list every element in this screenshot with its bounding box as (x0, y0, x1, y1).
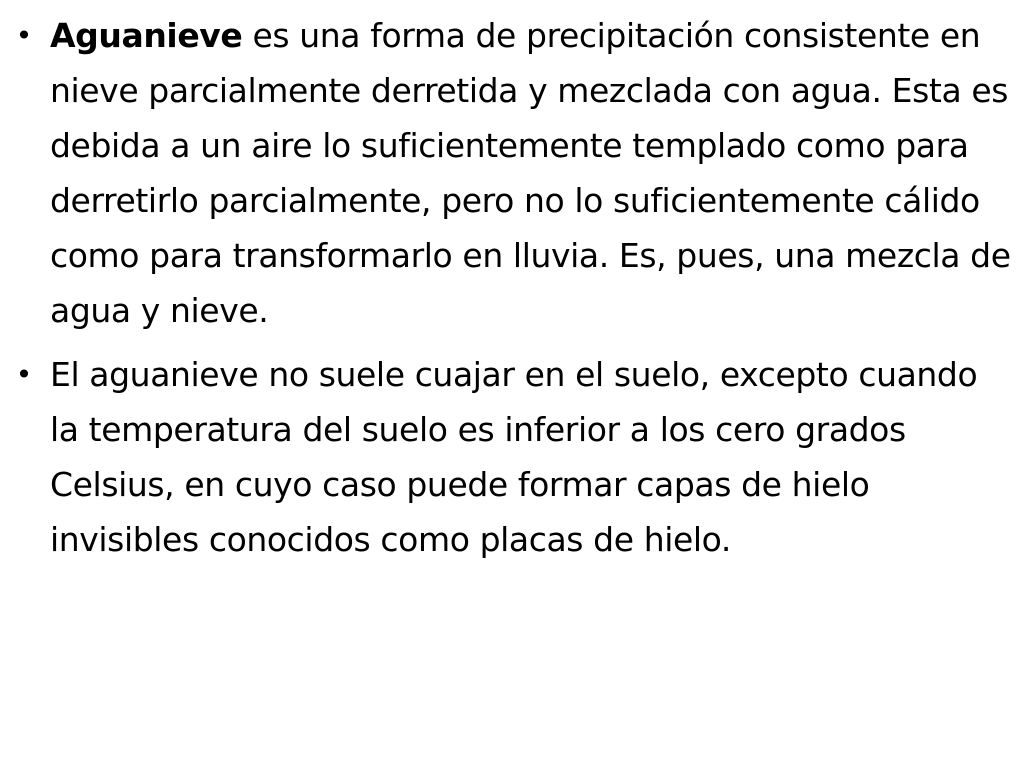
bold-term-aguanieve: Aguanieve (50, 16, 243, 55)
bullet-marker: • (15, 19, 33, 52)
bullet-marker: • (15, 358, 33, 391)
bullet-text (50, 8, 1012, 338)
bullet-item-aguanieve-ground (12, 347, 1012, 567)
bullet-item-aguanieve-definition (12, 8, 1012, 338)
bullet-text: El aguanieve no suele cuajar en el suelo, excepto cuando la temperatura del suelo es inferior a los cero grados Celsius, en cuyo caso puede formar capas de hielo invisibles conocidos como placas de hielo. (50, 355, 978, 559)
bullet-body-text: es una forma de precipitación consistente en nieve parcialmente derretida y mezclada con agua. Esta es debida a un aire lo suficientemente templado como para derretirlo parcialmente, pero no lo suficientemente cálido como para transformarlo en lluvia. Es, pues, una mezcla de agua y nieve. (50, 16, 1011, 330)
bullet-list (12, 8, 1012, 567)
